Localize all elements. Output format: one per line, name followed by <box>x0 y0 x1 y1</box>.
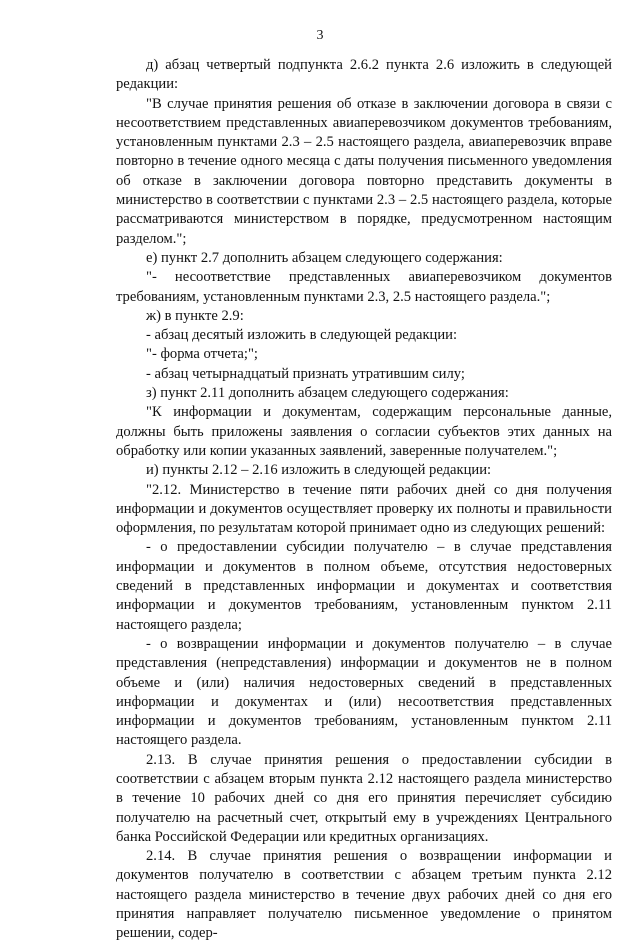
paragraph-quote-personal-data: "К информации и документам, содержащим персональные данные, должны быть приложены заявления о согласии субъектов этих данных на обработку или копии указанных заявлений, заверенные получателем."; <box>116 404 612 459</box>
paragraph-2-12: "2.12. Министерство в течение пяти рабочих дней со дня получения информации и документов осуществляет проверку их полноты и правильности оформления, по результатам которой принимает одно из следующих решений: <box>116 481 612 537</box>
paragraph-item-d: д) абзац четвертый подпункта 2.6.2 пункта 2.6 изложить в следующей редакции: <box>116 57 612 93</box>
paragraph-2-13: 2.13. В случае принятия решения о предоставлении субсидии в соответствии с абзацем вторым пункта 2.12 настоящего раздела министерство в течение 10 рабочих дней со дня его принятия перечисляет субсидию получателю на расчетный счет, открытый ему в учреждениях Центрального банка Российской Федерации или кредитных организациях. <box>116 751 612 845</box>
paragraph-item-zh: ж) в пункте 2.9: <box>146 307 244 324</box>
paragraph-item-z: з) пункт 2.11 дополнить абзацем следующего содержания: <box>146 385 509 402</box>
paragraph-fourteenth-abzac: - абзац четырнадцатый признать утратившим силу; <box>146 365 465 382</box>
paragraph-provide-subsidy: - о предоставлении субсидии получателю – в случае представления информации и документов в полном объеме, отсутствия недостоверных сведений в представленных информации и документах и соответствия информации и документов требованиям, установленным пунктом 2.11 настоящего раздела; <box>116 539 612 633</box>
paragraph-quote-noncompliance: "- несоответствие представленных авиаперевозчиком документов требованиям, установленным пунктами 2.3, 2.5 настоящего раздела."; <box>116 269 612 305</box>
paragraph-item-e: е) пункт 2.7 дополнить абзацем следующего содержания: <box>146 249 503 266</box>
document-body <box>116 56 612 944</box>
paragraph-return-documents: - о возвращении информации и документов получателю – в случае представления (непредставления) информации и документов не в полном объеме и (или) наличия недостоверных сведений в представленных информации и документах и (или) несоответствия представленных информации и документов требованиям, установленным пунктом 2.11 настоящего раздела. <box>116 635 612 749</box>
paragraph-2-14: 2.14. В случае принятия решения о возвращении информации и документов получателю в соответствии с абзацем третьим пункта 2.12 настоящего раздела министерство в течение двух рабочих дней со дня его принятия направляет получателю письменное уведомление о принятом решении, содер- <box>116 848 612 942</box>
paragraph-report-form: "- форма отчета;"; <box>146 346 258 363</box>
paragraph-tenth-abzac: - абзац десятый изложить в следующей редакции: <box>146 327 458 344</box>
paragraph-item-i: и) пункты 2.12 – 2.16 изложить в следующей редакции: <box>146 462 492 479</box>
paragraph-quote-refusal: "В случае принятия решения об отказе в заключении договора в связи с несоответствием представленных авиаперевозчиком документов требованиям, установленным пунктами 2.3 – 2.5 настоящего раздела, авиаперевозчик вправе повторно в течение одного месяца с даты получения письменного уведомления об отказе в заключении договора повторно представить документы в министерство в соответствии с пунктами 2.3 – 2.5 настоящего раздела, которые рассматриваются министерством в порядке, предусмотренном настоящим разделом."; <box>116 95 612 247</box>
page-number: 3 <box>316 28 324 43</box>
